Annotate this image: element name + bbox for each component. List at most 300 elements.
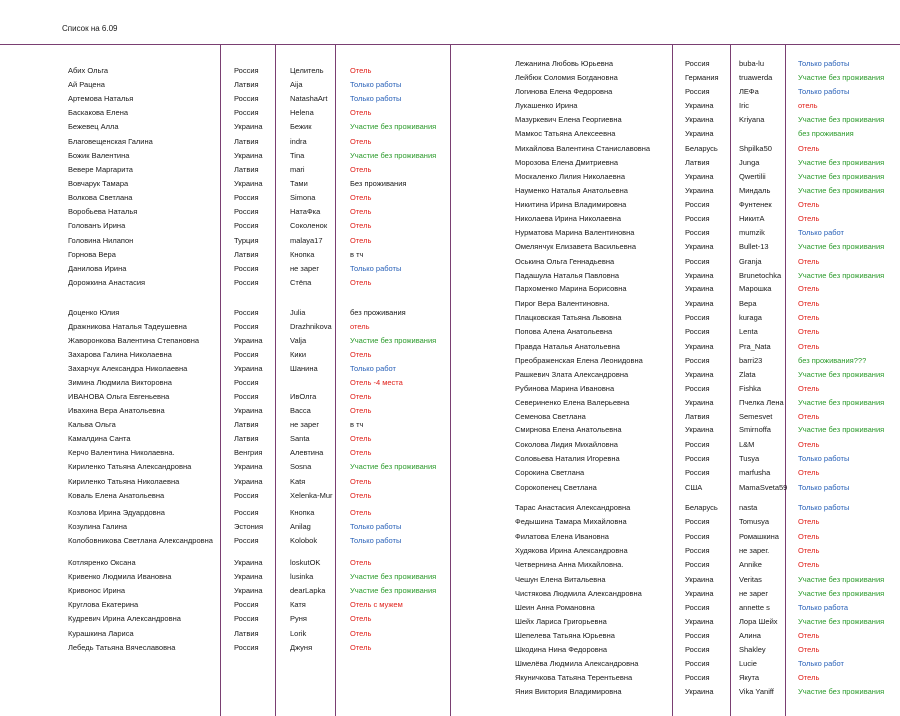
person-nickname: Кнопка — [290, 250, 315, 259]
person-status: Отель — [350, 108, 372, 117]
person-nickname: Kolobok — [290, 536, 318, 545]
person-name: Голованъ Ирина — [68, 221, 126, 230]
person-country: Украина — [234, 406, 263, 415]
person-name: Захарчук Александра Николаевна — [68, 364, 188, 373]
person-name: Ивахина Вера Анатольевна — [68, 406, 165, 415]
person-status: Отель — [350, 193, 372, 202]
person-country: Украина — [685, 589, 714, 598]
person-name: Мазуркевич Елена Георгиевна — [515, 115, 622, 124]
person-country: Украина — [234, 151, 263, 160]
person-nickname: Granja — [739, 257, 762, 266]
person-name: Семенова Светлана — [515, 412, 586, 421]
column-divider — [335, 44, 336, 716]
person-country: Россия — [685, 440, 710, 449]
person-country: Украина — [685, 101, 714, 110]
person-nickname: Brunetochka — [739, 271, 782, 280]
person-country: Россия — [234, 614, 259, 623]
person-name: Рубинова Марина Ивановна — [515, 384, 615, 393]
person-status: Отель — [798, 673, 820, 682]
person-country: Россия — [685, 356, 710, 365]
person-name: Севериненко Елена Валерьевна — [515, 398, 630, 407]
person-name: Худякова Ирина Александровна — [515, 546, 628, 555]
person-status: Отель — [350, 477, 372, 486]
person-status: Участие без проживания — [350, 586, 437, 595]
person-status: Отель — [798, 200, 820, 209]
person-country: Россия — [685, 384, 710, 393]
person-name: Смирнова Елена Анатольевна — [515, 425, 622, 434]
person-name: Нурматова Марина Валентиновна — [515, 228, 635, 237]
person-country: Латвия — [234, 80, 259, 89]
person-nickname: Шанина — [290, 364, 318, 373]
person-status: Отель — [350, 629, 372, 638]
person-country: Россия — [234, 536, 259, 545]
person-nickname: barri23 — [739, 356, 763, 365]
person-name: Котляренко Оксана — [68, 558, 136, 567]
column-divider — [450, 44, 451, 716]
person-name: Четвернина Анна Михайловна. — [515, 560, 624, 569]
person-name: Плацковская Татьяна Львовна — [515, 313, 622, 322]
person-nickname: Ромашкина — [739, 532, 779, 541]
person-country: Россия — [234, 94, 259, 103]
person-status: Участие без проживания — [798, 398, 885, 407]
person-country: Россия — [234, 508, 259, 517]
person-country: Россия — [234, 264, 259, 273]
person-status: Отель — [350, 406, 372, 415]
person-name: Пархоменко Марина Борисовна — [515, 284, 627, 293]
person-name: Михайлова Валентина Станиславовна — [515, 144, 651, 153]
person-name: Кириленко Татьяна Николаевна — [68, 477, 180, 486]
person-nickname: Соколенок — [290, 221, 328, 230]
person-nickname: Руня — [290, 614, 307, 623]
person-status: Отель — [798, 560, 820, 569]
person-nickname: dearLapka — [290, 586, 326, 595]
person-nickname: Valja — [290, 336, 307, 345]
person-country: Латвия — [234, 165, 259, 174]
person-nickname: Катя — [290, 600, 306, 609]
person-status: Участие без проживания — [798, 73, 885, 82]
person-country: Россия — [234, 278, 259, 287]
person-status: Отель — [798, 546, 820, 555]
person-status: Отель — [798, 313, 820, 322]
person-country: Россия — [234, 207, 259, 216]
person-country: Украина — [685, 271, 714, 280]
person-name: Правда Наталья Анатольевна — [515, 342, 620, 351]
person-status: Только работы — [350, 536, 402, 545]
person-nickname: Миндаль — [739, 186, 771, 195]
person-nickname: Shpilka50 — [739, 144, 772, 153]
person-name: Коваль Елена Анатольевна — [68, 491, 165, 500]
person-status: Только работы — [798, 503, 850, 512]
person-status: Только работы — [350, 522, 402, 531]
person-status: Участие без проживания — [350, 122, 437, 131]
person-name: Головина Нилапон — [68, 236, 134, 245]
person-nickname: loskutOK — [290, 558, 321, 567]
person-name: Воробьева Наталья — [68, 207, 138, 216]
person-country: Россия — [685, 87, 710, 96]
person-status: в тч — [350, 250, 364, 259]
person-name: Артемова Наталья — [68, 94, 134, 103]
person-country: Латвия — [685, 412, 710, 421]
person-nickname: Bullet-13 — [739, 242, 769, 251]
person-status: Участие без проживания — [798, 158, 885, 167]
person-status: Без проживания — [350, 179, 407, 188]
person-name: Чешун Елена Витальевна — [515, 575, 606, 584]
person-nickname: Целитель — [290, 66, 324, 75]
person-country: Россия — [685, 228, 710, 237]
person-nickname: не зарег — [739, 589, 769, 598]
person-status: Только работы — [798, 483, 850, 492]
person-status: Отель — [798, 257, 820, 266]
person-status: Отель — [798, 631, 820, 640]
person-status: Отель — [798, 144, 820, 153]
person-status: Только работа — [798, 603, 849, 612]
person-country: Украина — [234, 179, 263, 188]
person-nickname: Drazhnikova — [290, 322, 332, 331]
person-nickname: Qwertilii — [739, 172, 766, 181]
person-nickname: Lucie — [739, 659, 757, 668]
person-country: Украина — [685, 299, 714, 308]
person-nickname: Xelenka-Mur — [290, 491, 333, 500]
person-status: Участие без проживания — [350, 572, 437, 581]
person-status: Только работы — [350, 264, 402, 273]
person-name: Чистякова Людмила Александровна — [515, 589, 642, 598]
person-status: Только работы — [350, 80, 402, 89]
person-country: Россия — [685, 532, 710, 541]
person-name: Колобовникова Светлана Александровна — [68, 536, 213, 545]
person-status: отель — [350, 322, 370, 331]
person-country: Россия — [234, 350, 259, 359]
person-status: Отель — [798, 412, 820, 421]
person-name: Ай Рацена — [68, 80, 105, 89]
person-country: Россия — [685, 214, 710, 223]
person-nickname: Алевтина — [290, 448, 324, 457]
person-nickname: Anilag — [290, 522, 311, 531]
person-country: Латвия — [234, 629, 259, 638]
person-nickname: ЛЕФа — [739, 87, 759, 96]
person-country: Россия — [685, 59, 710, 68]
person-nickname: Helena — [290, 108, 314, 117]
person-status: Только работы — [798, 87, 850, 96]
person-country: США — [685, 483, 703, 492]
person-name: Мамкос Татьяна Алексеевна — [515, 129, 616, 138]
person-nickname: Santa — [290, 434, 310, 443]
person-status: Участие без проживания — [350, 151, 437, 160]
person-nickname: Фунтенек — [739, 200, 772, 209]
person-country: Россия — [685, 673, 710, 682]
column-divider — [730, 44, 731, 716]
person-nickname: Стёпа — [290, 278, 312, 287]
person-country: Россия — [685, 631, 710, 640]
person-country: Украина — [685, 617, 714, 626]
person-name: Данилова Ирина — [68, 264, 127, 273]
person-status: Отель — [350, 66, 372, 75]
person-country: Украина — [685, 398, 714, 407]
person-nickname: Annike — [739, 560, 762, 569]
person-name: Абих Ольга — [68, 66, 109, 75]
person-nickname: indra — [290, 137, 307, 146]
person-country: Украина — [685, 687, 714, 696]
person-name: Кириленко Татьяна Александровна — [68, 462, 192, 471]
person-country: Россия — [685, 200, 710, 209]
person-nickname: Veritas — [739, 575, 762, 584]
person-name: ИВАНОВА Ольга Евгеньевна — [68, 392, 170, 401]
person-nickname: не зарег. — [739, 546, 770, 555]
person-country: Россия — [234, 378, 259, 387]
person-country: Украина — [234, 364, 263, 373]
person-country: Россия — [234, 308, 259, 317]
person-status: Отель — [350, 207, 372, 216]
person-nickname: annette s — [739, 603, 770, 612]
person-nickname: НикитА — [739, 214, 765, 223]
person-nickname: Кнопка — [290, 508, 315, 517]
person-name: Тарас Анастасия Александровна — [515, 503, 631, 512]
person-name: Дорожкина Анастасия — [68, 278, 146, 287]
person-name: Науменко Наталья Анатольевна — [515, 186, 628, 195]
person-country: Беларусь — [685, 144, 718, 153]
person-status: в тч — [350, 420, 364, 429]
person-name: Рашкевич Злата Александровна — [515, 370, 629, 379]
person-nickname: NatashaArt — [290, 94, 328, 103]
person-nickname: buba-lu — [739, 59, 765, 68]
person-name: Керчо Валентина Николаевна. — [68, 448, 175, 457]
person-name: Козулина Галина — [68, 522, 128, 531]
person-nickname: Pra_Nata — [739, 342, 771, 351]
person-nickname: Якута — [739, 673, 760, 682]
person-name: Сорокопенец Светлана — [515, 483, 597, 492]
person-nickname: Бежик — [290, 122, 312, 131]
person-country: Украина — [685, 342, 714, 351]
person-nickname: Shakley — [739, 645, 766, 654]
person-status: Участие без проживания — [798, 425, 885, 434]
person-country: Россия — [685, 327, 710, 336]
person-country: Украина — [685, 284, 714, 293]
person-country: Украина — [685, 242, 714, 251]
person-nickname: lusinka — [290, 572, 314, 581]
person-country: Украина — [685, 370, 714, 379]
column-divider — [220, 44, 221, 716]
person-nickname: marfusha — [739, 468, 771, 477]
person-status: Участие без проживания — [798, 242, 885, 251]
person-name: Кривонос Ирина — [68, 586, 126, 595]
person-status: Отель — [798, 517, 820, 526]
person-status: Отель — [798, 645, 820, 654]
person-name: Кривенко Людмила Ивановна — [68, 572, 172, 581]
person-country: Латвия — [685, 158, 710, 167]
person-country: Беларусь — [685, 503, 718, 512]
person-name: Кальва Ольга — [68, 420, 116, 429]
person-name: Камалдина Санта — [68, 434, 131, 443]
person-name: Козлова Ирина Эдуардовна — [68, 508, 165, 517]
person-country: Украина — [234, 477, 263, 486]
person-name: Филатова Елена Ивановна — [515, 532, 609, 541]
person-nickname: nasta — [739, 503, 758, 512]
person-name: Лукашенко Ирина — [515, 101, 578, 110]
person-name: Доценко Юлия — [68, 308, 120, 317]
person-nickname: Julia — [290, 308, 306, 317]
person-country: Россия — [685, 313, 710, 322]
person-status: Участие без проживания — [798, 687, 885, 696]
person-status: Отель -4 места — [350, 378, 403, 387]
person-country: Россия — [234, 108, 259, 117]
person-nickname: Iric — [739, 101, 749, 110]
person-nickname: mari — [290, 165, 305, 174]
person-status: без проживания — [798, 129, 854, 138]
person-nickname: Джуня — [290, 643, 313, 652]
person-name: Пирог Вера Валентиновна. — [515, 299, 610, 308]
person-name: Жаворонкова Валентина Степановна — [68, 336, 200, 345]
person-status: Отель — [350, 221, 372, 230]
person-status: Только работ — [798, 228, 844, 237]
person-country: Украина — [685, 425, 714, 434]
person-name: Зимина Людмила Викторовна — [68, 378, 172, 387]
person-name: Волкова Светлана — [68, 193, 133, 202]
column-divider — [785, 44, 786, 716]
person-name: Николаева Ирина Николаевна — [515, 214, 621, 223]
person-name: Лежанина Любовь Юрьевна — [515, 59, 614, 68]
person-country: Россия — [234, 193, 259, 202]
person-name: Горнова Вера — [68, 250, 116, 259]
person-name: Якуничкова Татьяна Терентьевна — [515, 673, 633, 682]
column-divider — [275, 44, 276, 716]
person-country: Россия — [685, 560, 710, 569]
person-name: Попова Алена Анатольевна — [515, 327, 613, 336]
person-nickname: truawerda — [739, 73, 773, 82]
person-name: Омелянчук Елизавета Васильевна — [515, 242, 636, 251]
person-country: Россия — [234, 66, 259, 75]
person-status: Отель — [798, 440, 820, 449]
person-status: Отель — [350, 508, 372, 517]
person-country: Латвия — [234, 250, 259, 259]
person-name: Логинова Елена Федоровна — [515, 87, 613, 96]
person-name: Москаленко Лилия Николаевна — [515, 172, 625, 181]
list-title: Список на 6.09 — [62, 24, 118, 33]
person-nickname: Fishka — [739, 384, 762, 393]
person-country: Украина — [234, 336, 263, 345]
person-nickname: Zlata — [739, 370, 756, 379]
person-status: Отель — [798, 284, 820, 293]
person-status: Отель — [798, 468, 820, 477]
person-nickname: malaya17 — [290, 236, 323, 245]
person-status: без проживания??? — [798, 356, 867, 365]
person-country: Украина — [685, 575, 714, 584]
person-status: Участие без проживания — [798, 575, 885, 584]
person-nickname: Марошка — [739, 284, 772, 293]
person-status: Только работы — [798, 454, 850, 463]
person-country: Эстония — [234, 522, 264, 531]
person-country: Россия — [234, 221, 259, 230]
person-country: Россия — [234, 491, 259, 500]
person-nickname: Lenta — [739, 327, 758, 336]
person-country: Россия — [685, 603, 710, 612]
person-country: Украина — [234, 122, 263, 131]
person-nickname: Smirnoffa — [739, 425, 771, 434]
person-status: Участие без проживания — [798, 617, 885, 626]
person-name: Шмелёва Людмила Александровна — [515, 659, 639, 668]
person-status: Участие без проживания — [798, 589, 885, 598]
person-nickname: mumzik — [739, 228, 765, 237]
person-name: Соловьева Наталия Игоревна — [515, 454, 620, 463]
person-name: Благовещенская Галина — [68, 137, 153, 146]
person-nickname: не зарег — [290, 264, 320, 273]
person-name: Морозова Елена Дмитриевна — [515, 158, 619, 167]
person-status: Отель — [350, 491, 372, 500]
person-country: Украина — [234, 462, 263, 471]
person-country: Латвия — [234, 434, 259, 443]
person-status: без проживания — [350, 308, 406, 317]
person-status: Участие без проживания — [798, 370, 885, 379]
person-nickname: MamaSveta59 — [739, 483, 788, 492]
person-country: Украина — [685, 172, 714, 181]
person-name: Шейх Лариса Григорьевна — [515, 617, 607, 626]
person-name: Яния Виктория Владимировна — [515, 687, 622, 696]
person-name: Оськина Ольга Геннадьевна — [515, 257, 615, 266]
person-nickname: не зарег — [290, 420, 320, 429]
person-nickname: Tomusya — [739, 517, 770, 526]
person-status: Отель — [350, 278, 372, 287]
person-status: Отель — [798, 214, 820, 223]
person-country: Украина — [234, 558, 263, 567]
person-status: отель — [798, 101, 818, 110]
person-status: Отель — [350, 392, 372, 401]
person-nickname: Кики — [290, 350, 307, 359]
person-country: Украина — [685, 186, 714, 195]
person-country: Россия — [234, 392, 259, 401]
person-nickname: L&M — [739, 440, 755, 449]
person-name: Никитина Ирина Владимировна — [515, 200, 627, 209]
person-country: Россия — [234, 600, 259, 609]
person-nickname: Пчелка Лена — [739, 398, 784, 407]
person-country: Украина — [234, 572, 263, 581]
column-divider — [672, 44, 673, 716]
person-name: Преображенская Елена Леонидовна — [515, 356, 643, 365]
person-nickname: Junga — [739, 158, 760, 167]
person-nickname: Katя — [290, 477, 306, 486]
person-country: Венгрия — [234, 448, 263, 457]
person-name: Соколова Лидия Михайловна — [515, 440, 618, 449]
person-name: Круглова Екатерина — [68, 600, 139, 609]
person-nickname: Вера — [739, 299, 757, 308]
person-name: Лейбюк Соломия Богдановна — [515, 73, 618, 82]
person-country: Россия — [685, 546, 710, 555]
person-nickname: kuraga — [739, 313, 762, 322]
person-country: Украина — [234, 586, 263, 595]
person-name: Захарова Галина Николаевна — [68, 350, 172, 359]
person-name: Божик Валентина — [68, 151, 130, 160]
person-status: Отель — [350, 558, 372, 567]
person-status: Участие без проживания — [798, 271, 885, 280]
person-status: Отель — [798, 342, 820, 351]
person-nickname: Sosna — [290, 462, 312, 471]
person-name: Шепелева Татьяна Юрьевна — [515, 631, 615, 640]
person-name: Федышина Тамара Михайловна — [515, 517, 627, 526]
person-nickname: Аija — [290, 80, 303, 89]
person-nickname: НатаФка — [290, 207, 321, 216]
person-status: Отель — [798, 327, 820, 336]
person-nickname: Semesvet — [739, 412, 773, 421]
person-country: Россия — [685, 468, 710, 477]
person-name: Бежевец Алла — [68, 122, 119, 131]
person-nickname: ИвОлга — [290, 392, 317, 401]
person-country: Германия — [685, 73, 719, 82]
person-nickname: Lorik — [290, 629, 307, 638]
person-name: Вевере Маргарита — [68, 165, 133, 174]
person-status: Только работы — [798, 59, 850, 68]
person-country: Россия — [685, 454, 710, 463]
person-status: Только работ — [798, 659, 844, 668]
person-status: Отель — [350, 448, 372, 457]
person-name: Курашкина Лариса — [68, 629, 134, 638]
person-status: Участие без проживания — [350, 336, 437, 345]
